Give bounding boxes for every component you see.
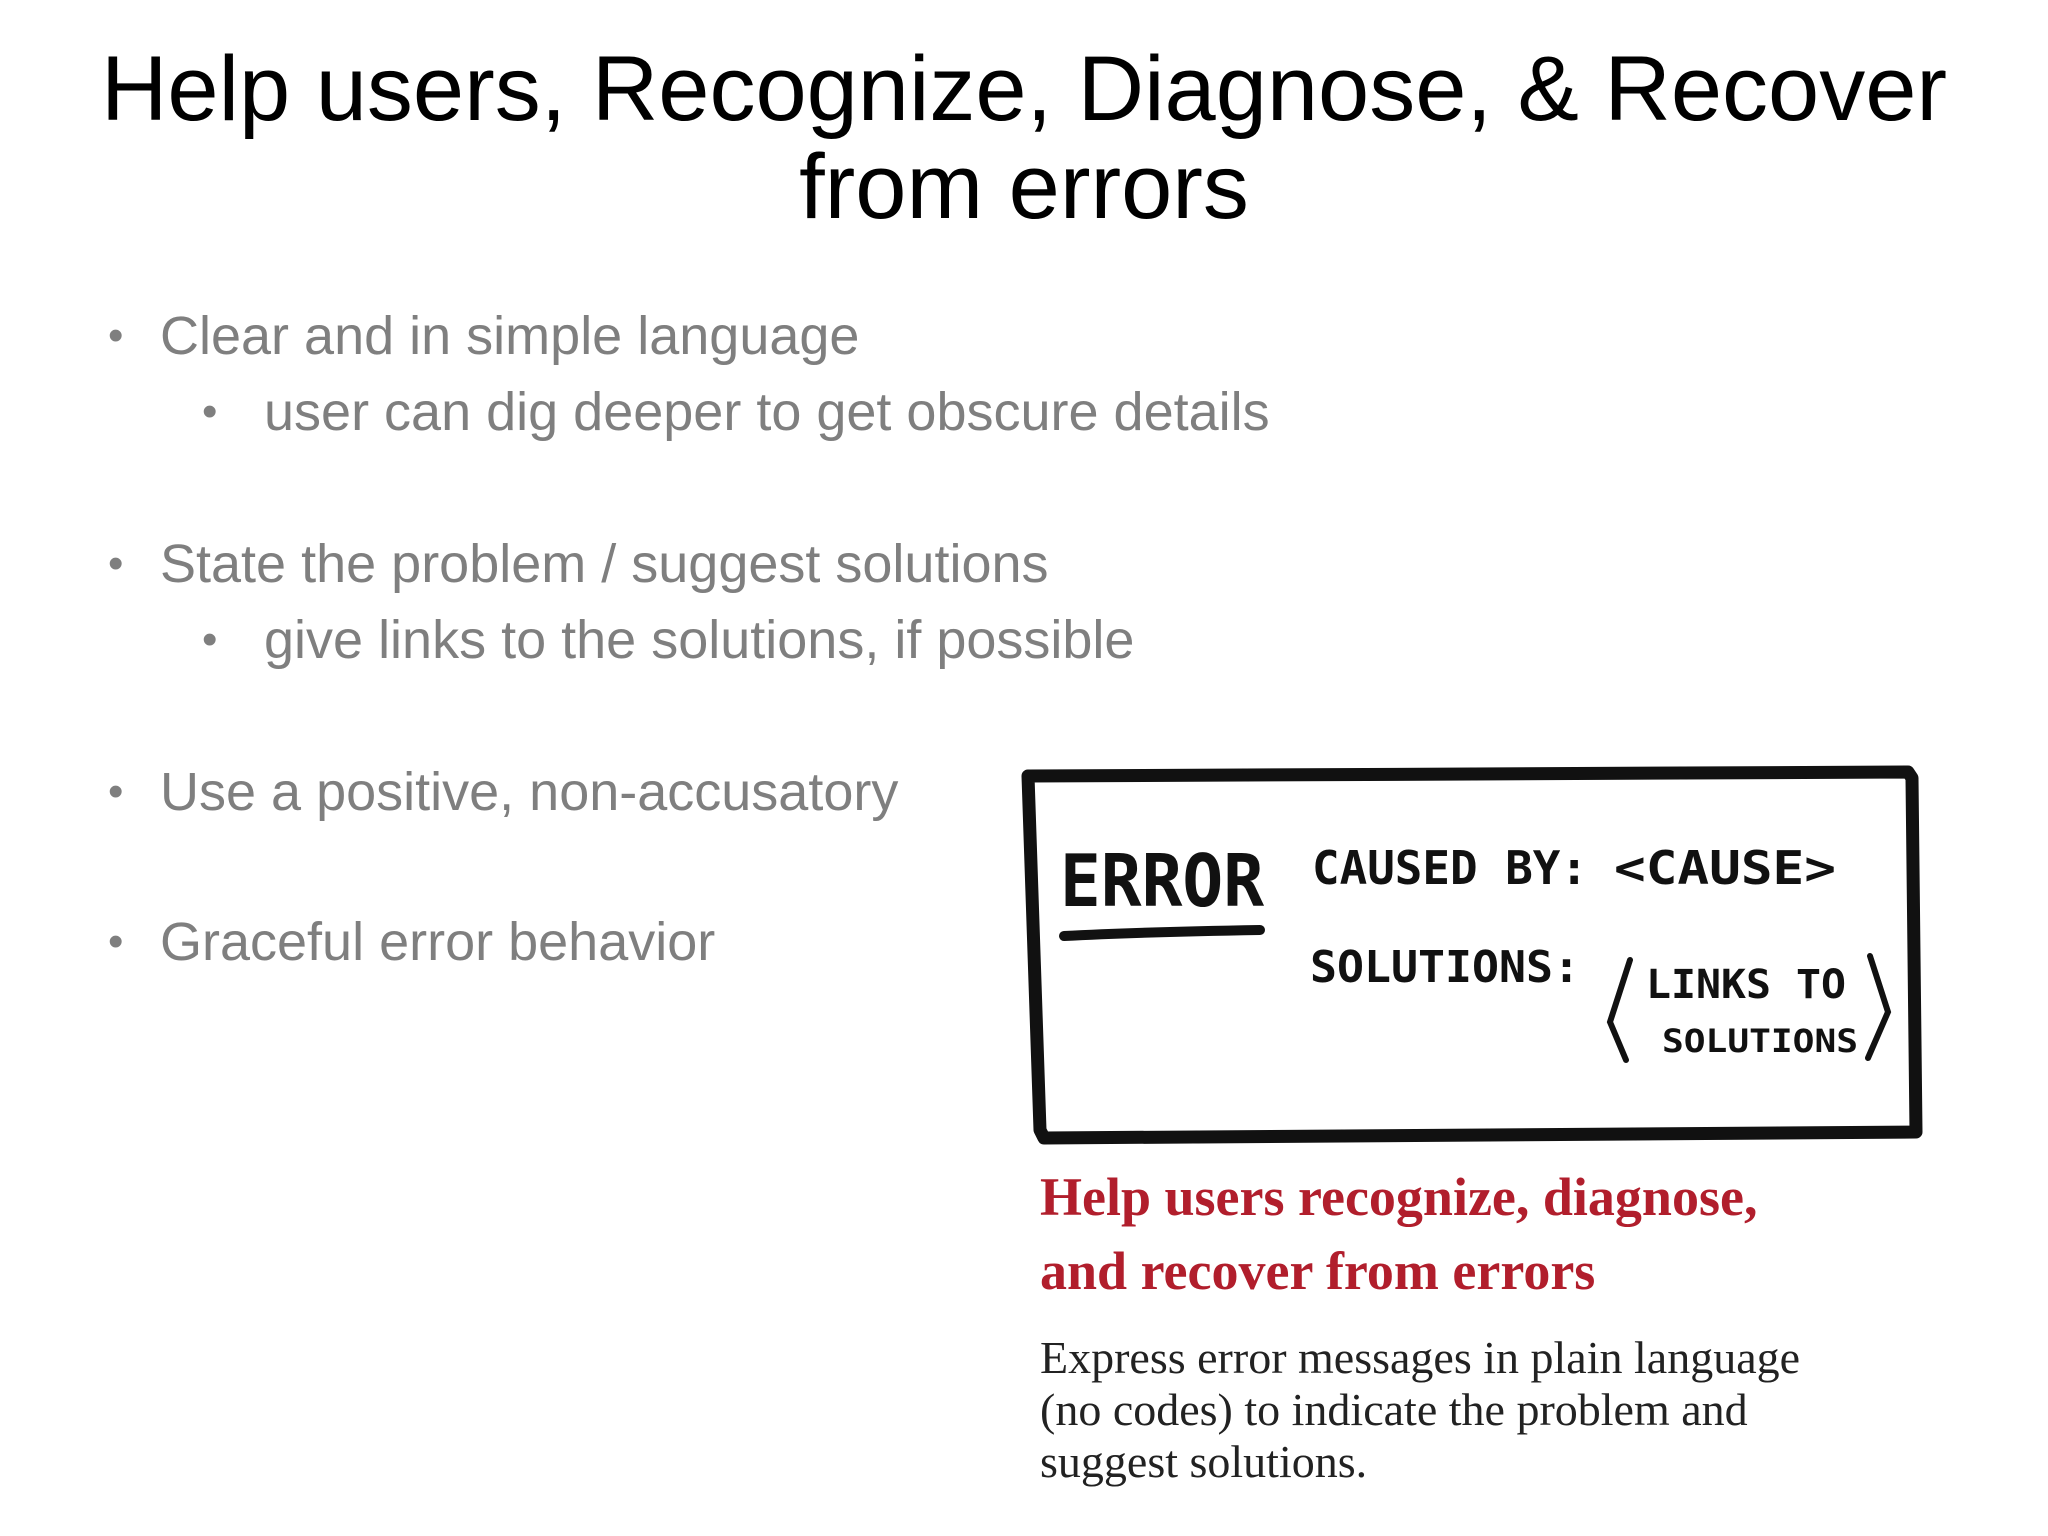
error-sketch-drawing: [1020, 760, 1940, 1150]
bullet-text: Clear and in simple language: [160, 306, 860, 366]
bullet-item: [108, 912, 716, 972]
sketch-caused-by-label: CAUSED BY:: [1312, 841, 1588, 895]
slide-title-line-2: from errors: [799, 136, 1249, 238]
sketch-error-label: ERROR: [1060, 839, 1265, 923]
bullet-text: State the problem / suggest solutions: [160, 534, 1049, 594]
bullet-item: [108, 534, 1049, 594]
slide-title-line-1: Help users, Recognize, Diagnose, & Recover: [100, 38, 1948, 140]
sketch-links-line-1: LINKS TO: [1646, 962, 1846, 1008]
caption-body-line-1: Express error messages in plain language: [1040, 1332, 1801, 1383]
bullet-item: [108, 762, 899, 822]
bullet-dot-icon: •: [202, 387, 218, 436]
bullet-dot-icon: •: [108, 767, 124, 816]
caption-heading-line-1: Help users recognize, diagnose,: [1040, 1167, 1758, 1227]
caption-body: [1040, 1332, 2000, 1488]
sub-bullet-text: user can dig deeper to get obscure details: [264, 382, 1270, 442]
sketch-links-line-2: SOLUTIONS: [1662, 1022, 1858, 1060]
sketch-solutions-label: SOLUTIONS:: [1310, 942, 1580, 993]
error-dialog-sketch: [1020, 760, 1940, 1150]
right-bracket-icon: [1868, 956, 1888, 1058]
sub-bullet-item: [202, 382, 1270, 442]
caption-heading: [1040, 1160, 2000, 1308]
caption-body-line-2: (no codes) to indicate the problem and: [1040, 1384, 1748, 1435]
bullet-dot-icon: •: [108, 917, 124, 966]
bullet-dot-icon: •: [202, 615, 218, 664]
sketch-cause-placeholder: <CAUSE>: [1614, 841, 1836, 895]
bullet-item: [108, 306, 860, 366]
bullet-dot-icon: •: [108, 539, 124, 588]
sub-bullet-text: give links to the solutions, if possible: [264, 610, 1135, 670]
bullet-dot-icon: •: [108, 311, 124, 360]
sub-bullet-item: [202, 610, 1135, 670]
caption-body-line-3: suggest solutions.: [1040, 1436, 1368, 1487]
bullet-text: Use a positive, non-accusatory: [160, 762, 899, 822]
error-underline: [1064, 930, 1260, 936]
left-bracket-icon: [1610, 960, 1630, 1060]
caption-heading-line-2: and recover from errors: [1040, 1241, 1596, 1301]
bullet-text: Graceful error behavior: [160, 912, 716, 972]
